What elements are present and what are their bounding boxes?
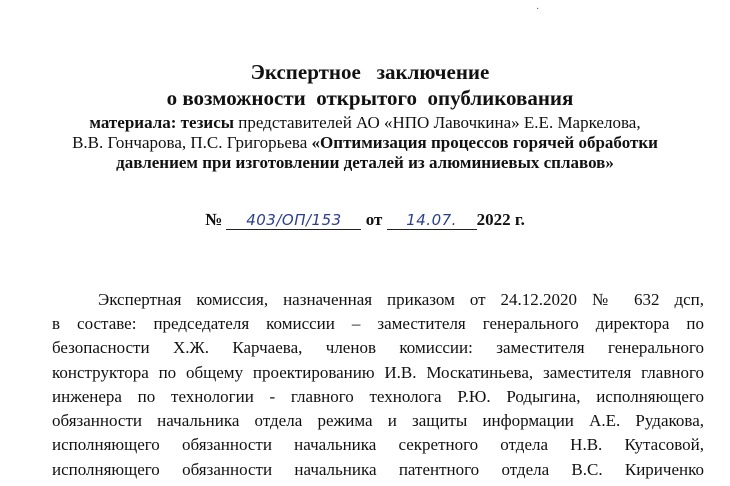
- subject-topic-part-2: давлением при изготовлении деталей из алюминиевых сплавов»: [116, 153, 614, 172]
- body-line: обязанности начальника отдела режима и защиты информации А.Е. Рудакова,: [52, 411, 704, 431]
- document-title-line-1: Экспертное заключение: [250, 60, 490, 84]
- from-label: от: [365, 210, 383, 229]
- subject-topic-part-1: «Оптимизация процессов горячей обработки: [311, 133, 658, 152]
- body-line: исполняющего обязанности начальника патентного отдела В.С. Кириченко: [52, 459, 704, 479]
- subject-line-2: [0, 133, 730, 153]
- body-line: безопасности Х.Ж. Карчаева, членов комиссии: заместителя генерального: [52, 338, 704, 358]
- scan-mark: ·: [536, 4, 540, 15]
- handwritten-date: 14.07.: [387, 212, 477, 230]
- number-label: №: [205, 210, 223, 229]
- subject-material-label: материала: тезисы: [89, 113, 235, 132]
- body-line: в составе: председателя комиссии – заместителя генерального директора по: [52, 314, 704, 333]
- body-line: исполняющего обязанности начальника секретного отдела Н.В. Кутасовой,: [52, 435, 704, 455]
- body-line: Экспертная комиссия, назначенная приказом от 24.12.2020 № 632 дсп,: [98, 290, 704, 309]
- body-paragraph-first-line: [98, 288, 704, 312]
- body-paragraph: [52, 312, 704, 482]
- subject-line-1: [0, 113, 730, 133]
- year-label: 2022 г.: [476, 210, 525, 229]
- handwritten-number: 403/ОП/153: [226, 212, 361, 230]
- subject-authors-part-1: представителей АО «НПО Лавочкина» Е.Е. Маркелова,: [234, 113, 641, 132]
- document-title-line-2: о возможности открытого опубликования: [166, 86, 574, 110]
- body-line: инженера по технологии - главного технолога Р.Ю. Родыгина, исполняющего: [52, 386, 704, 406]
- subject-authors-part-2: В.В. Гончарова, П.С. Григорьева: [72, 133, 312, 152]
- registration-line: [0, 210, 730, 230]
- body-line: конструктора по общему проектированию И.В. Москатиньева, заместителя главного: [52, 362, 704, 382]
